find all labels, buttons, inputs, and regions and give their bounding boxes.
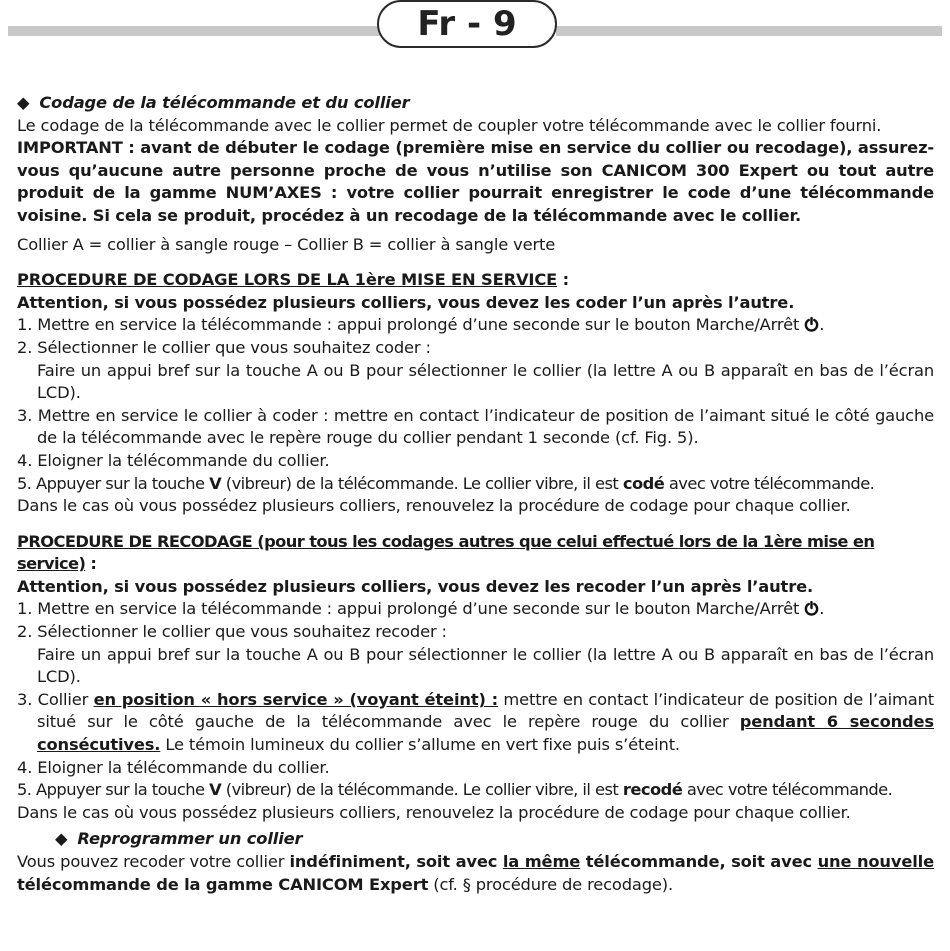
- procedure-recodage-warning: Attention, si vous possédez plusieurs colliers, vous devez les recoder l’un après l’autre.: [17, 576, 813, 596]
- recodage-step-1: 1. Mettre en service la télécommande : appui prolongé d’une seconde sur le bouton Marche/Arrêt .: [17, 599, 825, 619]
- codage-step-4: 4. Eloigner la télécommande du collier.: [17, 450, 330, 470]
- collier-legend: Collier A = collier à sangle rouge – Collier B = collier à sangle verte: [17, 234, 556, 254]
- page-number-badge: Fr - 9: [377, 0, 557, 48]
- recodage-closing: Dans le cas où vous possédez plusieurs colliers, renouvelez la procédure de codage pour chaque collier.: [17, 802, 851, 822]
- intro-paragraph: Le codage de la télécommande avec le collier permet de coupler votre télécommande avec le collier fourni.: [17, 115, 882, 135]
- codage-step-5: 5. Appuyer sur la touche V (vibreur) de la télécommande. Le collier vibre, il est codé avec votre télécommande.: [17, 473, 875, 493]
- codage-step-3: 3. Mettre en service le collier à coder : mettre en contact l’indicateur de position de l’aimant situé le côté gauche de la télécommande avec le repère rouge du collier pendant 1 seconde (cf. Fig. 5).: [17, 405, 934, 448]
- section-title-reprogrammer: ◆ Reprogrammer un collier: [55, 828, 934, 851]
- procedure-codage-warning: Attention, si vous possédez plusieurs colliers, vous devez les coder l’un après l’autre.: [17, 292, 795, 312]
- recodage-step-3: 3. Collier en position « hors service » (voyant éteint) : mettre en contact l’indicateur de position de l’aimant situé sur le côté gauche de la télécommande avec le repère rouge du collier pendant 6 secondes consécutives. Le témoin lumineux du collier s’allume en vert fixe puis s’éteint.: [17, 689, 934, 755]
- section-title-codage: ◆ Codage de la télécommande et du collier: [17, 92, 934, 115]
- procedure-recodage-heading: PROCEDURE DE RECODAGE (pour tous les codages autres que celui effectué lors de la 1ère mise en service) :: [17, 531, 875, 574]
- recodage-step-4: 4. Eloigner la télécommande du collier.: [17, 757, 330, 777]
- header-rule-right: [556, 26, 942, 36]
- recodage-step-2: 2. Sélectionner le collier que vous souhaitez recoder :: [17, 622, 447, 642]
- document-body: [17, 92, 934, 896]
- important-notice: IMPORTANT : avant de débuter le codage (première mise en service du collier ou recodage), assurez-vous qu’aucune autre personne proche de vous n’utilise son CANICOM 300 Expert ou tout autre produit de la gamme NUM’AXES : votre collier pourrait enregistrer le code d’une télécommande voisine. Si cela se produit, procédez à un recodage de la télécommande avec le collier.: [17, 138, 934, 225]
- procedure-codage-heading: PROCEDURE DE CODAGE LORS DE LA 1ère MISE EN SERVICE :: [17, 270, 569, 290]
- diamond-bullet-icon: ◆: [55, 829, 68, 849]
- recodage-step-5: 5. Appuyer sur la touche V (vibreur) de la télécommande. Le collier vibre, il est recodé avec votre télécommande.: [17, 780, 893, 800]
- diamond-bullet-icon: ◆: [17, 93, 30, 112]
- header-rule-left: [8, 26, 380, 36]
- codage-step-2-detail: Faire un appui bref sur la touche A ou B pour sélectionner le collier (la lettre A ou B apparaît en bas de l’écran LCD).: [37, 360, 934, 403]
- reprogrammer-paragraph: Vous pouvez recoder votre collier indéfiniment, soit avec la même télécommande, soit avec une nouvelle télécommande de la gamme CANICOM Expert (cf. § procédure de recodage).: [17, 852, 934, 894]
- codage-step-1: 1. Mettre en service la télécommande : appui prolongé d’une seconde sur le bouton Marche/Arrêt .: [17, 315, 825, 335]
- codage-step-2: 2. Sélectionner le collier que vous souhaitez coder :: [17, 337, 431, 357]
- recodage-step-2-detail: Faire un appui bref sur la touche A ou B pour sélectionner le collier (la lettre A ou B apparaît en bas de l’écran LCD).: [37, 644, 934, 687]
- power-icon: [804, 601, 819, 616]
- codage-closing: Dans le cas où vous possédez plusieurs colliers, renouvelez la procédure de codage pour chaque collier.: [17, 496, 851, 516]
- power-icon: [804, 317, 819, 332]
